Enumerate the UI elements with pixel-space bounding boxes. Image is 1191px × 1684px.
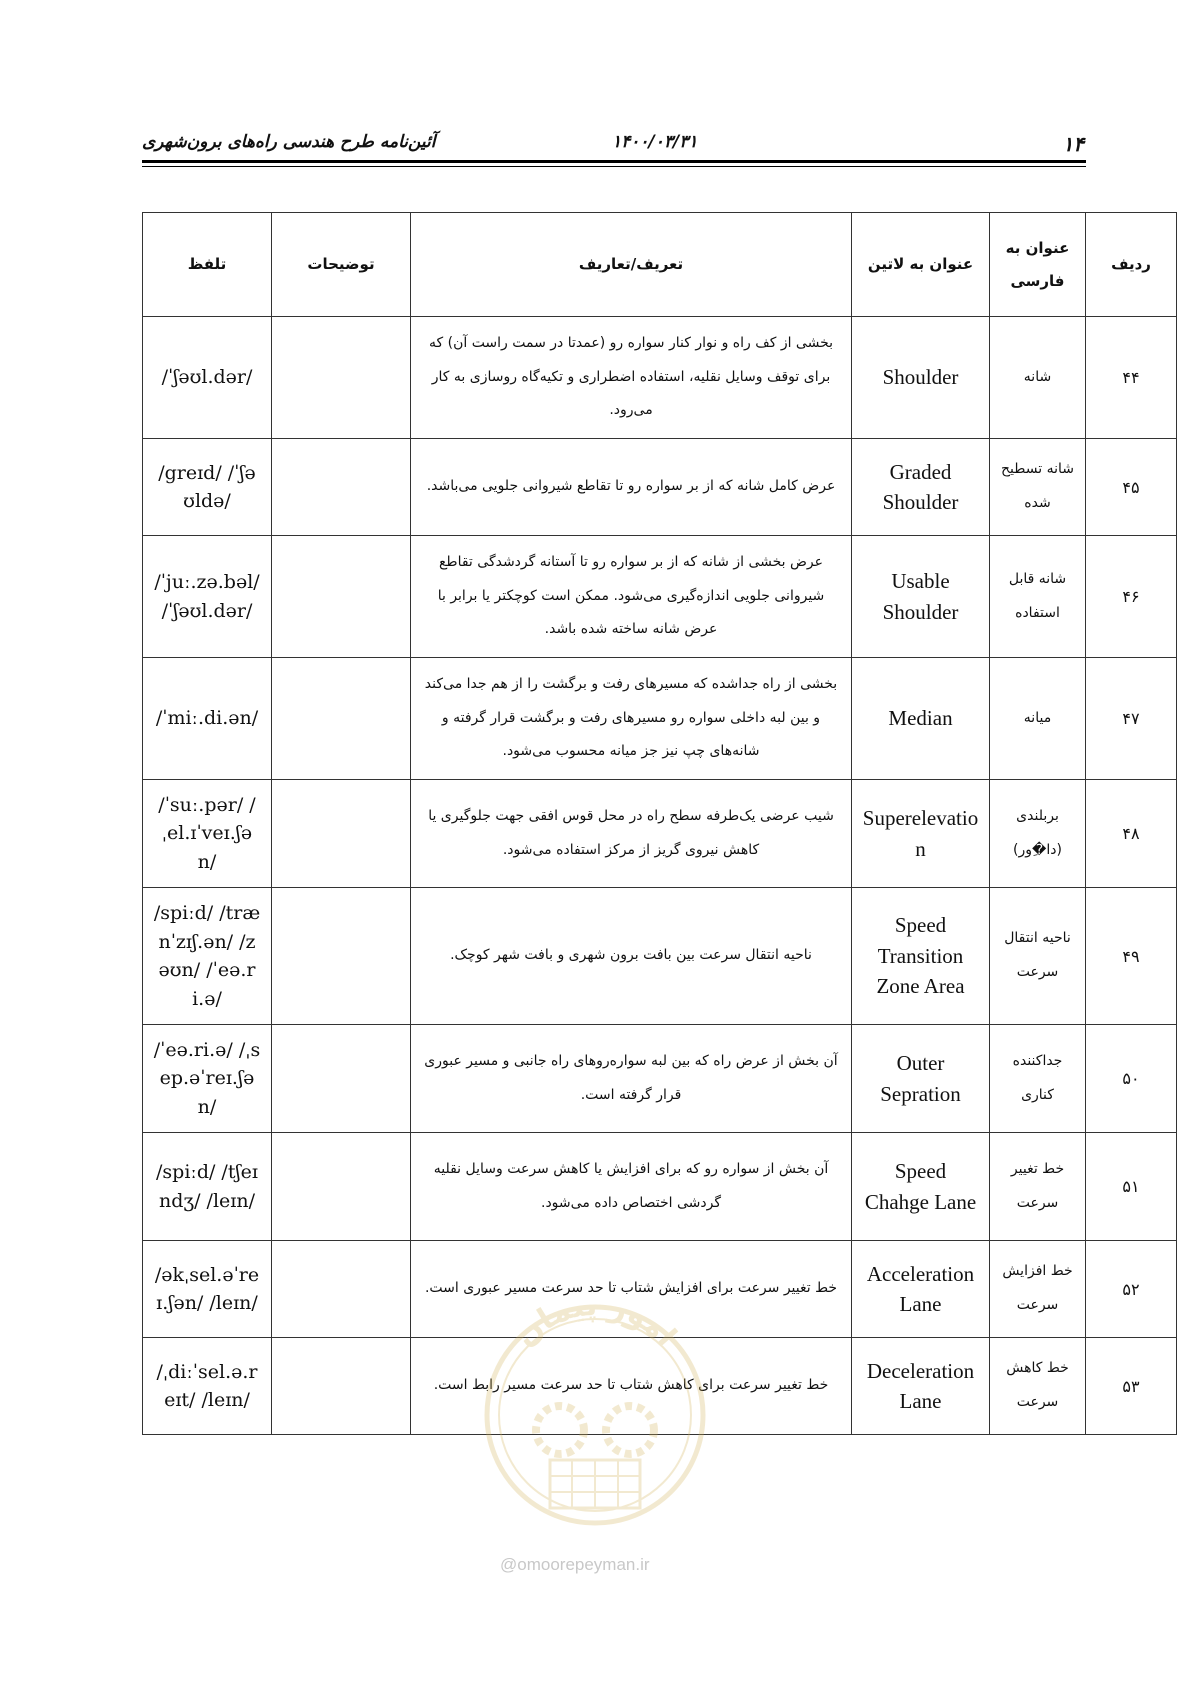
table-row — [143, 780, 1177, 888]
persian-term: شانه تسطیح شده — [990, 439, 1086, 536]
row-number: ۴۶ — [1086, 536, 1177, 658]
latin-term: Outer Sepration — [852, 1025, 990, 1133]
table-row — [143, 888, 1177, 1025]
notes — [272, 888, 411, 1025]
persian-term: خط افزایش سرعت — [990, 1241, 1086, 1338]
row-number: ۵۰ — [1086, 1025, 1177, 1133]
definition: آن بخش از سواره رو که برای افزایش یا کاهش سرعت وسایل نقلیه گردشی اختصاص داده می‌شود. — [411, 1133, 852, 1241]
pronunciation: /spiːd/ /tʃeɪndʒ/ /leɪn/ — [143, 1133, 272, 1241]
header-latin-title: عنوان به لاتین — [852, 213, 990, 317]
header-notes: توضیحات — [272, 213, 411, 317]
row-number: ۴۷ — [1086, 658, 1177, 780]
persian-term: خط کاهش سرعت — [990, 1338, 1086, 1435]
pronunciation: /ˈjuː.zə.bəl/ /ˈʃəʊl.dər/ — [143, 536, 272, 658]
document-title: آئین‌نامه طرح هندسی راه‌های برون‌شهری — [142, 132, 436, 152]
row-number: ۴۵ — [1086, 439, 1177, 536]
table-row — [143, 658, 1177, 780]
row-number: ۴۹ — [1086, 888, 1177, 1025]
pronunciation: /ˌdiːˈsel.ə.reɪt/ /leɪn/ — [143, 1338, 272, 1435]
row-number: ۵۱ — [1086, 1133, 1177, 1241]
notes — [272, 1241, 411, 1338]
definition: شیب عرضی یک‌طرفه سطح راه در محل قوس افقی جهت جلوگیری یا کاهش نیروی گریز از مرکز استفاده می‌شود. — [411, 780, 852, 888]
table-row — [143, 1133, 1177, 1241]
definition: بخشی از راه جداشده که مسیرهای رفت و برگشت را از هم جدا می‌کند و بین لبه داخلی سواره رو مسیرهای رفت و برگشت قرار گرفته و شانه‌های چپ نیز جز میانه محسوب می‌شود. — [411, 658, 852, 780]
table-row — [143, 536, 1177, 658]
glossary-table — [142, 212, 1177, 1435]
persian-term: ناحیه انتقال سرعت — [990, 888, 1086, 1025]
table-row — [143, 317, 1177, 439]
notes — [272, 317, 411, 439]
persian-term: خط تغییر سرعت — [990, 1133, 1086, 1241]
pronunciation: /spiːd/ /trænˈzɪʃ.ən/ /zəʊn/ /ˈeə.ri.ə/ — [143, 888, 272, 1025]
notes — [272, 658, 411, 780]
table-row — [143, 439, 1177, 536]
header-row-number: ردیف — [1086, 213, 1177, 317]
table-row — [143, 1241, 1177, 1338]
page-header — [142, 128, 1086, 164]
header-pronunciation: تلفظ — [143, 213, 272, 317]
watermark-logo-text: امور پیمان — [507, 1290, 684, 1354]
latin-term: Speed Chahge Lane — [852, 1133, 990, 1241]
row-number: ۵۲ — [1086, 1241, 1177, 1338]
notes — [272, 536, 411, 658]
header-definition: تعریف/تعاریف — [411, 213, 852, 317]
notes — [272, 439, 411, 536]
table-header-row — [143, 213, 1177, 317]
persian-term: شانه قابل استفاده — [990, 536, 1086, 658]
notes — [272, 1338, 411, 1435]
latin-term: Superelevation — [852, 780, 990, 888]
row-number: ۴۸ — [1086, 780, 1177, 888]
latin-term: Speed Transition Zone Area — [852, 888, 990, 1025]
notes — [272, 1133, 411, 1241]
definition: خط تغییر سرعت برای کاهش شتاب تا حد سرعت مسیر رابط است. — [411, 1338, 852, 1435]
pronunciation: /ˈmiː.di.ən/ — [143, 658, 272, 780]
table-row — [143, 1338, 1177, 1435]
pronunciation: /ˈsuː.pər/ /ˌel.ɪˈveɪ.ʃən/ — [143, 780, 272, 888]
row-number: ۴۴ — [1086, 317, 1177, 439]
persian-term: شانه — [990, 317, 1086, 439]
notes — [272, 1025, 411, 1133]
pronunciation: /greɪd/ /ˈʃəʊldə/ — [143, 439, 272, 536]
latin-term: Deceleration Lane — [852, 1338, 990, 1435]
latin-term: Usable Shoulder — [852, 536, 990, 658]
persian-term: میانه — [990, 658, 1086, 780]
page-number: ۱۴ — [1062, 132, 1084, 156]
header-rule-thin — [142, 166, 1086, 167]
latin-term: Acceleration Lane — [852, 1241, 990, 1338]
header-date: ۱۴۰۰/۰۳/۳۱ — [612, 132, 698, 152]
pronunciation: /əkˌsel.əˈreɪ.ʃən/ /leɪn/ — [143, 1241, 272, 1338]
latin-term: Shoulder — [852, 317, 990, 439]
definition: آن بخش از عرض راه که بین لبه سواره‌روهای راه جانبی و مسیر عبوری قرار گرفته است. — [411, 1025, 852, 1133]
watermark-site: @omoorepeyman.ir — [500, 1555, 650, 1574]
definition: خط تغییر سرعت برای افزایش شتاب تا حد سرعت مسیر عبوری است. — [411, 1241, 852, 1338]
latin-term: Graded Shoulder — [852, 439, 990, 536]
definition: عرض کامل شانه که از بر سواره رو تا تقاطع شیروانی جلویی می‌باشد. — [411, 439, 852, 536]
latin-term: Median — [852, 658, 990, 780]
definition: عرض بخشی از شانه که از بر سواره رو تا آستانه گردشدگی تقاطع شیروانی جلویی اندازه‌گیری می‌شود. ممکن است کوچکتر یا برابر با عرض شانه ساخته شده باشد. — [411, 536, 852, 658]
pronunciation: /ˈeə.ri.ə/ /ˌsep.əˈreɪ.ʃən/ — [143, 1025, 272, 1133]
pronunciation: /ˈʃəʊl.dər/ — [143, 317, 272, 439]
row-number: ۵۳ — [1086, 1338, 1177, 1435]
definition: ناحیه انتقال سرعت بین بافت برون شهری و بافت شهر کوچک. — [411, 888, 852, 1025]
persian-term: بربلندی (دا�ِور) — [990, 780, 1086, 888]
persian-term: جداکننده کناری — [990, 1025, 1086, 1133]
notes — [272, 780, 411, 888]
definition: بخشی از کف راه و نوار کنار سواره رو (عمدتا در سمت راست آن) که برای توقف وسایل نقلیه، استفاده اضطراری و تکیه‌گاه روسازی به کار می‌رود. — [411, 317, 852, 439]
header-rule-thick — [142, 160, 1086, 163]
header-persian-title: عنوان به فارسی — [990, 213, 1086, 317]
table-row — [143, 1025, 1177, 1133]
